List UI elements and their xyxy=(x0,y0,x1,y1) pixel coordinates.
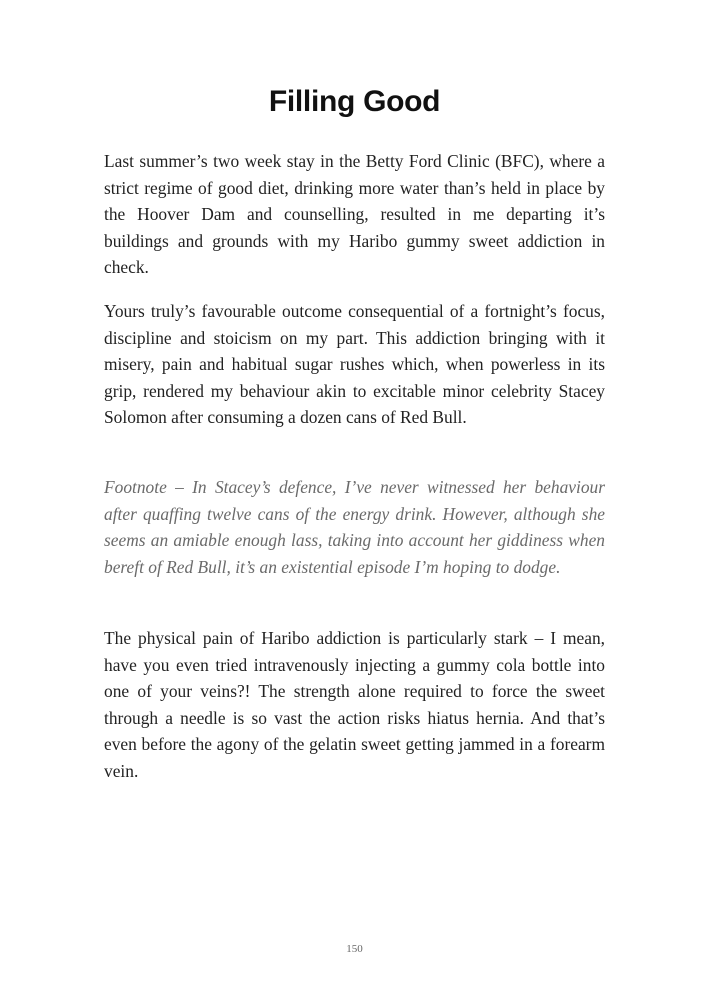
paragraph-intro: Last summer’s two week stay in the Betty Ford Clinic (BFC), where a strict regime of good diet, drinking more water than’s held in place by the Hoover Dam and counselling, resulted in me departing it’s buildings and grounds with my Haribo gummy sweet addiction in check. xyxy=(104,151,605,278)
footnote-paragraph: Footnote – In Stacey’s defence, I’ve never witnessed her behaviour after quaffing twelve cans of the energy drink. However, although she seems an amiable enough lass, taking into account her giddiness when bereft of Red Bull, it’s an existential episode I’m hoping to dodge. xyxy=(104,477,605,577)
paragraph-physical-pain: The physical pain of Haribo addiction is particularly stark – I mean, have you even tried intravenously injecting a gummy cola bottle into one of your veins?! The strength alone required to force the sweet through a needle is so vast the action risks hiatus hernia. And that’s even before the agony of the gelatin sweet getting jammed in a forearm vein. xyxy=(104,628,605,781)
page-number: 150 xyxy=(346,943,363,955)
page-title: Filling Good xyxy=(268,85,441,118)
paragraph-outcome: Yours truly’s favourable outcome consequential of a fortnight’s focus, discipline and stoicism on my part. This addiction bringing with it misery, pain and habitual sugar rushes which, when powerless in its grip, rendered my behaviour akin to excitable minor celebrity Stacey Solomon after consuming a dozen cans of Red Bull. xyxy=(104,301,605,428)
